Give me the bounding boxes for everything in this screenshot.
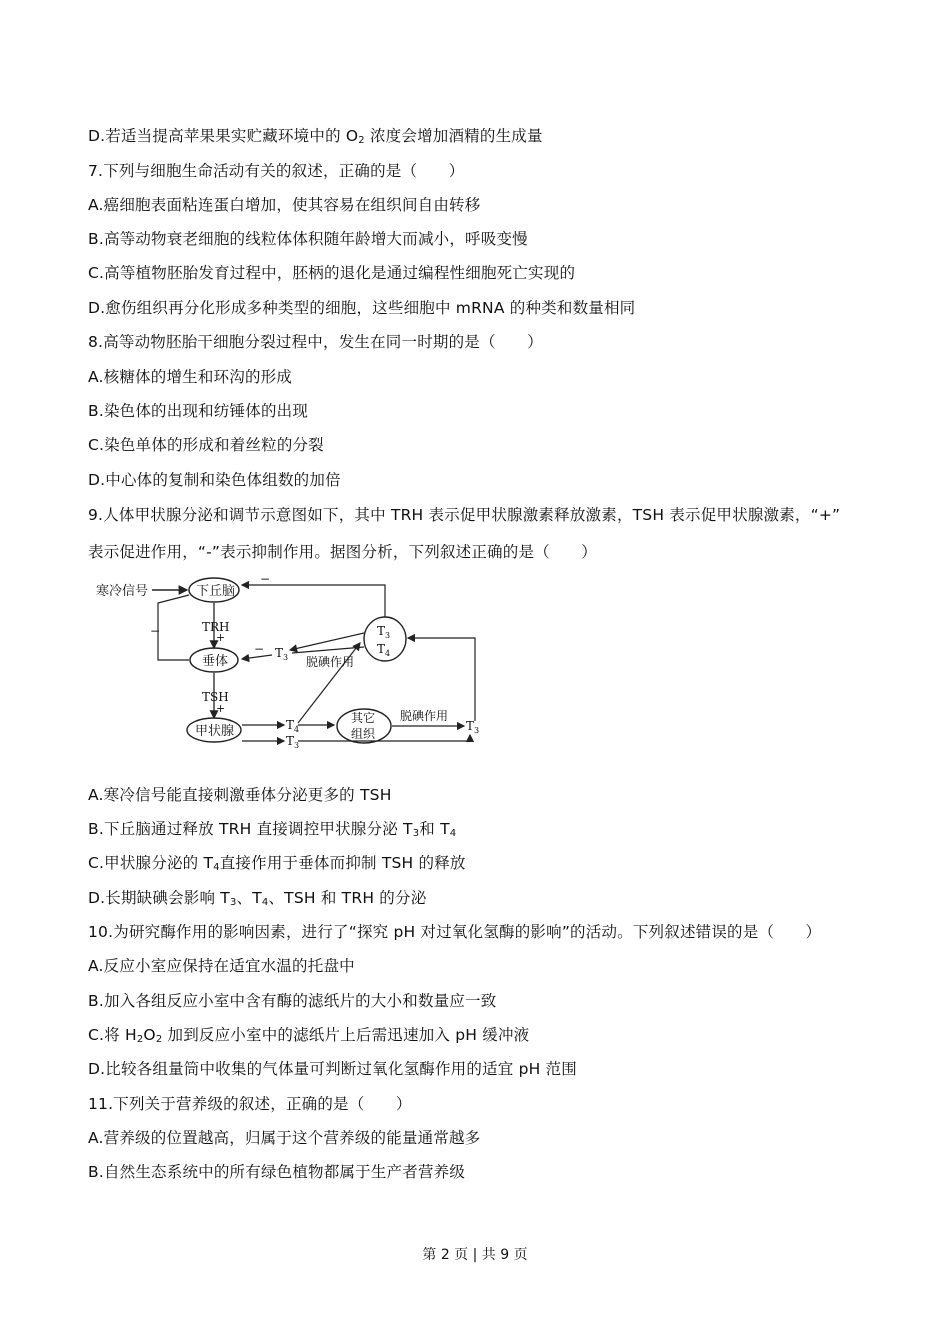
right-t3-label: $T_3$: [466, 719, 480, 735]
trh-plus: +: [216, 631, 226, 644]
option-7d: D.愈伤组织再分化形成多种类型的细胞，这些细胞中 mRNA 的种类和数量相同: [88, 299, 636, 317]
thyroid-label: 甲状腺: [195, 724, 235, 739]
page-footer: 第 2 页 | 共 9 页: [422, 1247, 528, 1263]
option-9d: D.长期缺碘会影响 $T_3$、$T_4$、TSH 和 TRH 的分泌: [88, 889, 427, 908]
option-8d: D.中心体的复制和染色体组数的加倍: [88, 471, 341, 489]
question-7: 7.下列与细胞生命活动有关的叙述，正确的是（ ）: [88, 162, 465, 180]
cold-signal-label: 寒冷信号: [96, 584, 149, 599]
thyroid-t4-label: $T_4$: [286, 718, 300, 734]
thyroid-t3-label: $T_3$: [286, 734, 300, 750]
left-feedback-minus: −: [150, 624, 161, 638]
hypothalamus-label: 下丘脑: [196, 584, 236, 599]
option-10a: A.反应小室应保持在适宜水温的托盘中: [88, 957, 355, 975]
option-7c: C.高等植物胚胎发育过程中，胚柄的退化是通过编程性细胞死亡实现的: [88, 264, 576, 282]
feedback-hypothalamus-minus: −: [260, 573, 271, 586]
option-line: D.若适当提高苹果果实贮藏环境中的 $O_2$ 浓度会增加酒精的生成量: [88, 127, 543, 146]
trh-label: TRH: [202, 620, 230, 634]
option-9b: B.下丘脑通过释放 TRH 直接调控甲状腺分泌 $T_3$和 $T_4$: [88, 820, 457, 839]
option-11a: A.营养级的位置越高，归属于这个营养级的能量通常越多: [88, 1129, 481, 1147]
option-9c: C.甲状腺分泌的 $T_4$直接作用于垂体而抑制 TSH 的释放: [88, 854, 466, 873]
circulation-t3-label: $T_3$: [377, 624, 391, 640]
pituitary-label: 垂体: [202, 654, 229, 669]
question-9-cont: 表示促进作用，“-”表示抑制作用。据图分析，下列叙述正确的是（ ）: [88, 543, 597, 561]
question-8: 8.高等动物胚胎干细胞分裂过程中，发生在同一时期的是（ ）: [88, 333, 543, 351]
option-10d: D.比较各组量筒中收集的气体量可判断过氧化氢酶作用的适宜 pH 范围: [88, 1060, 578, 1078]
option-8b: B.染色体的出现和纺锤体的出现: [88, 402, 309, 420]
option-10b: B.加入各组反应小室中含有酶的滤纸片的大小和数量应一致: [88, 992, 497, 1010]
other-tissue-label-2: 组织: [351, 727, 376, 741]
option-11b: B.自然生态系统中的所有绿色植物都属于生产者营养级: [88, 1163, 466, 1181]
option-7b: B.高等动物衰老细胞的线粒体体积随年龄增大而减小，呼吸变慢: [88, 230, 528, 248]
question-9: 9.人体甲状腺分泌和调节示意图如下，其中 TRH 表示促甲状腺激素释放激素，TSH 表示促甲状腺激素，“+”: [88, 506, 841, 524]
tsh-label: TSH: [202, 690, 229, 704]
option-8a: A.核糖体的增生和环沟的形成: [88, 368, 293, 386]
deiodination-label-mid: 脱碘作用: [306, 655, 355, 669]
mid-t3-label: $T_3$: [275, 646, 289, 662]
option-9a: A.寒冷信号能直接刺激垂体分泌更多的 TSH: [88, 786, 392, 804]
option-7a: A.癌细胞表面粘连蛋白增加，使其容易在组织间自由转移: [88, 196, 481, 214]
question-10: 10.为研究酶作用的影响因素，进行了“探究 pH 对过氧化氢酶的影响”的活动。下列叙述错误的是（ ）: [88, 923, 822, 941]
other-tissue-label-1: 其它: [351, 711, 376, 725]
feedback-pituitary-minus: −: [254, 642, 265, 656]
deiodination-label-bottom: 脱碘作用: [400, 709, 449, 723]
left-feedback-loop: [158, 595, 189, 660]
thyroid-regulation-diagram: [92, 573, 492, 753]
option-10c: C.将 $H_2O_2$ 加到反应小室中的滤纸片上后需迅速加入 pH 缓冲液: [88, 1026, 530, 1045]
circulation-t4-label: $T_4$: [377, 642, 391, 658]
tsh-plus: +: [216, 702, 226, 715]
question-11: 11.下列关于营养级的叙述，正确的是（ ）: [88, 1095, 412, 1113]
feedback-to-hypothalamus: [242, 585, 385, 617]
option-8c: C.染色单体的形成和着丝粒的分裂: [88, 436, 324, 454]
